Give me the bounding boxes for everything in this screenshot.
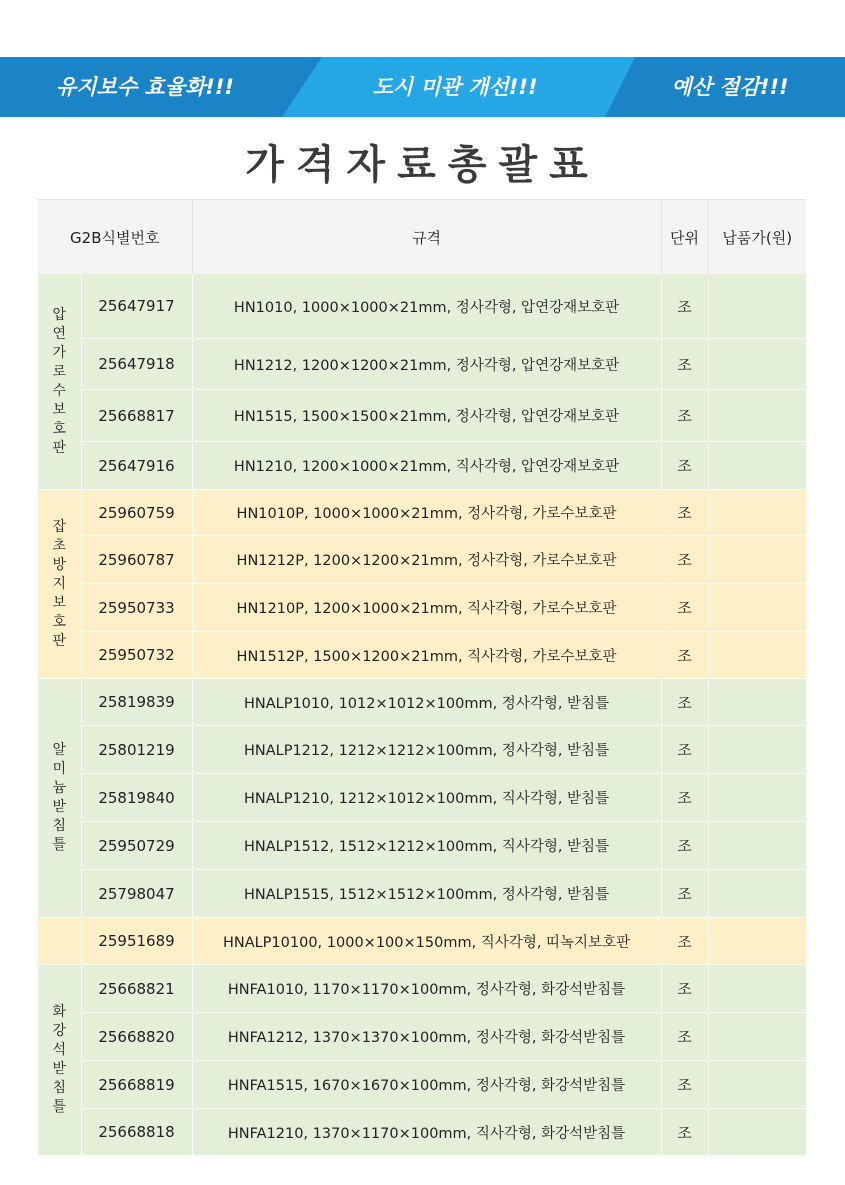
header-spec: 규격 xyxy=(192,200,661,275)
price-cell xyxy=(708,632,806,679)
category-cell xyxy=(38,274,81,490)
g2b-id-cell: 25668817 xyxy=(81,390,192,442)
spec-cell: HN1515, 1500×1500×21mm, 정사각형, 압연강재보호판 xyxy=(192,390,661,442)
spec-cell: HN1212, 1200×1200×21mm, 정사각형, 압연강재보호판 xyxy=(192,339,661,390)
unit-cell: 조 xyxy=(661,390,708,442)
g2b-id-cell: 25951689 xyxy=(81,918,192,965)
price-cell xyxy=(708,679,806,726)
category-label: 화강석받침틀 xyxy=(52,1004,67,1115)
unit-cell: 조 xyxy=(661,1013,708,1061)
category-label: 압연가로수보호판 xyxy=(52,306,67,456)
table-row xyxy=(38,726,806,774)
table-row xyxy=(38,1109,806,1156)
price-cell xyxy=(708,584,806,632)
g2b-id-cell: 25647917 xyxy=(81,274,192,339)
spec-cell: HNALP1515, 1512×1512×100mm, 정사각형, 받침틀 xyxy=(192,870,661,918)
promo-banner xyxy=(0,57,845,117)
unit-cell: 조 xyxy=(661,822,708,870)
price-cell xyxy=(708,490,806,536)
g2b-id-cell: 25960787 xyxy=(81,536,192,584)
spec-cell: HNFA1010, 1170×1170×100mm, 정사각형, 화강석받침틀 xyxy=(192,965,661,1013)
price-cell xyxy=(708,965,806,1013)
g2b-id-cell: 25668819 xyxy=(81,1061,192,1109)
unit-cell: 조 xyxy=(661,965,708,1013)
unit-cell: 조 xyxy=(661,536,708,584)
price-cell xyxy=(708,870,806,918)
unit-cell: 조 xyxy=(661,774,708,822)
table-row xyxy=(38,632,806,679)
g2b-id-cell: 25801219 xyxy=(81,726,192,774)
category-cell xyxy=(38,918,81,965)
unit-cell: 조 xyxy=(661,339,708,390)
table-row xyxy=(38,536,806,584)
g2b-id-cell: 25819840 xyxy=(81,774,192,822)
price-cell xyxy=(708,726,806,774)
category-cell xyxy=(38,490,81,679)
spec-cell: HN1210P, 1200×1000×21mm, 직사각형, 가로수보호판 xyxy=(192,584,661,632)
g2b-id-cell: 25798047 xyxy=(81,870,192,918)
unit-cell: 조 xyxy=(661,726,708,774)
unit-cell: 조 xyxy=(661,274,708,339)
unit-cell: 조 xyxy=(661,918,708,965)
category-cell xyxy=(38,965,81,1156)
g2b-id-cell: 25647918 xyxy=(81,339,192,390)
price-cell xyxy=(708,822,806,870)
g2b-id-cell: 25668820 xyxy=(81,1013,192,1061)
table-row xyxy=(38,1061,806,1109)
spec-cell: HNFA1210, 1370×1170×100mm, 직사각형, 화강석받침틀 xyxy=(192,1109,661,1156)
unit-cell: 조 xyxy=(661,870,708,918)
price-table xyxy=(38,199,806,1156)
unit-cell: 조 xyxy=(661,584,708,632)
page-title: 가격자료총괄표 xyxy=(245,142,600,188)
price-cell xyxy=(708,918,806,965)
banner-slogan-right: 예산 절감!!! xyxy=(671,75,789,99)
table-row xyxy=(38,390,806,442)
price-cell xyxy=(708,390,806,442)
unit-cell: 조 xyxy=(661,442,708,490)
banner-slogan-left: 유지보수 효율화!!! xyxy=(55,75,235,99)
spec-cell: HNFA1212, 1370×1370×100mm, 정사각형, 화강석받침틀 xyxy=(192,1013,661,1061)
spec-cell: HN1010P, 1000×1000×21mm, 정사각형, 가로수보호판 xyxy=(192,490,661,536)
table-body xyxy=(38,274,806,1156)
unit-cell: 조 xyxy=(661,1061,708,1109)
spec-cell: HN1010, 1000×1000×21mm, 정사각형, 압연강재보호판 xyxy=(192,274,661,339)
table-row xyxy=(38,870,806,918)
price-cell xyxy=(708,774,806,822)
table-row xyxy=(38,822,806,870)
table-row xyxy=(38,584,806,632)
g2b-id-cell: 25668821 xyxy=(81,965,192,1013)
table-header-row xyxy=(38,200,806,275)
price-cell xyxy=(708,1061,806,1109)
unit-cell: 조 xyxy=(661,490,708,536)
header-unit: 단위 xyxy=(661,200,708,275)
table-row xyxy=(38,339,806,390)
table-row xyxy=(38,442,806,490)
category-label: 잡초방지보호판 xyxy=(52,518,67,649)
price-cell xyxy=(708,339,806,390)
price-cell xyxy=(708,1013,806,1061)
spec-cell: HNFA1515, 1670×1670×100mm, 정사각형, 화강석받침틀 xyxy=(192,1061,661,1109)
table-row xyxy=(38,274,806,339)
unit-cell: 조 xyxy=(661,679,708,726)
spec-cell: HNALP1212, 1212×1212×100mm, 정사각형, 받침틀 xyxy=(192,726,661,774)
g2b-id-cell: 25819839 xyxy=(81,679,192,726)
header-price: 납품가(원) xyxy=(708,200,806,275)
table-row xyxy=(38,774,806,822)
spec-cell: HN1512P, 1500×1200×21mm, 직사각형, 가로수보호판 xyxy=(192,632,661,679)
spec-cell: HN1212P, 1200×1200×21mm, 정사각형, 가로수보호판 xyxy=(192,536,661,584)
g2b-id-cell: 25950732 xyxy=(81,632,192,679)
price-cell xyxy=(708,1109,806,1156)
spec-cell: HNALP1512, 1512×1212×100mm, 직사각형, 받침틀 xyxy=(192,822,661,870)
price-cell xyxy=(708,536,806,584)
price-cell xyxy=(708,274,806,339)
spec-cell: HN1210, 1200×1000×21mm, 직사각형, 압연강재보호판 xyxy=(192,442,661,490)
g2b-id-cell: 25950733 xyxy=(81,584,192,632)
unit-cell: 조 xyxy=(661,1109,708,1156)
category-label: 알미늄받침틀 xyxy=(52,742,67,853)
table-row xyxy=(38,679,806,726)
table-row xyxy=(38,1013,806,1061)
table-row xyxy=(38,965,806,1013)
spec-cell: HNALP1210, 1212×1012×100mm, 직사각형, 받침틀 xyxy=(192,774,661,822)
price-cell xyxy=(708,442,806,490)
g2b-id-cell: 25668818 xyxy=(81,1109,192,1156)
category-cell xyxy=(38,679,81,918)
table-row xyxy=(38,918,806,965)
spec-cell: HNALP10100, 1000×100×150mm, 직사각형, 띠녹지보호판 xyxy=(192,918,661,965)
g2b-id-cell: 25950729 xyxy=(81,822,192,870)
g2b-id-cell: 25647916 xyxy=(81,442,192,490)
header-g2b-id: G2B식별번호 xyxy=(38,200,192,275)
unit-cell: 조 xyxy=(661,632,708,679)
table-row xyxy=(38,490,806,536)
banner-slogan-center: 도시 미관 개선!!! xyxy=(372,75,538,99)
g2b-id-cell: 25960759 xyxy=(81,490,192,536)
spec-cell: HNALP1010, 1012×1012×100mm, 정사각형, 받침틀 xyxy=(192,679,661,726)
